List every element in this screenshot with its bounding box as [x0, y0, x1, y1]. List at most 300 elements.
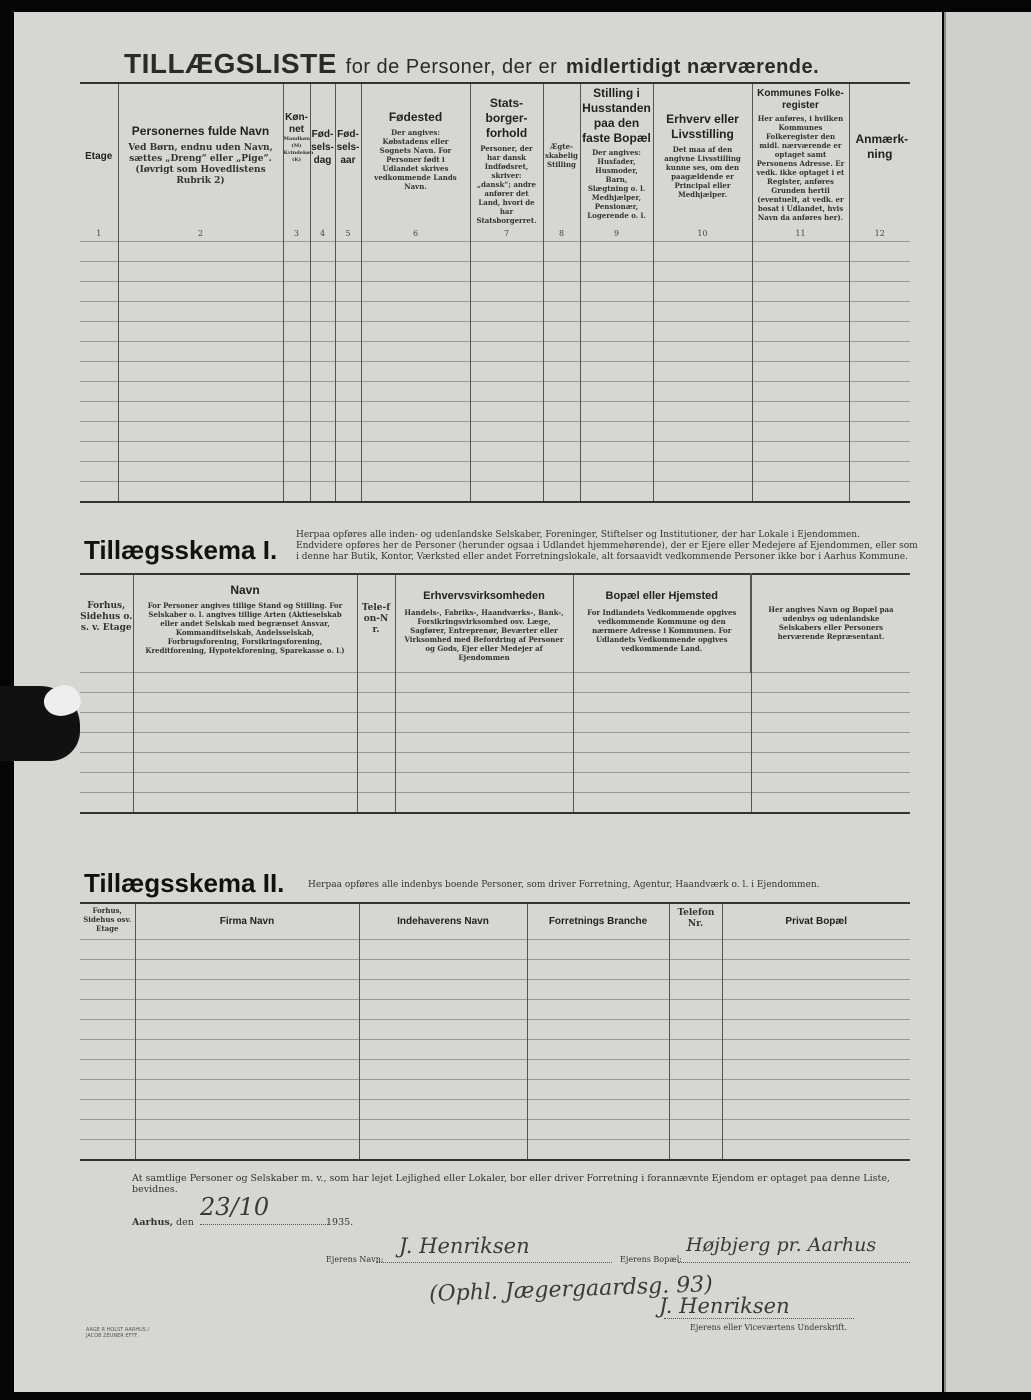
num-10: 10: [653, 229, 752, 241]
table-row: [80, 792, 910, 813]
table-cell: [135, 939, 359, 959]
table-cell: [543, 421, 580, 441]
col-stilling: Stilling i Husstanden paa den faste Bopæl: [582, 86, 651, 145]
table-cell: [118, 301, 283, 321]
table-cell: [133, 672, 357, 692]
col-stilling-sub: Der angives: Husfader, Husmoder, Barn, Slægtning o. l. Medhjælper, Pensionær, Logerende o. l.: [587, 148, 646, 220]
table-cell: [80, 241, 118, 261]
table-cell: [751, 692, 910, 712]
table-cell: [361, 461, 470, 481]
table-cell: [80, 999, 135, 1019]
table-cell: [135, 1079, 359, 1099]
table-cell: [653, 361, 752, 381]
table-cell: [470, 321, 543, 341]
table-cell: [359, 1059, 527, 1079]
table-cell: [80, 939, 135, 959]
form-page: [14, 12, 942, 1392]
table-cell: [580, 261, 653, 281]
table-cell: [357, 732, 395, 752]
table-cell: [283, 461, 310, 481]
table-cell: [470, 301, 543, 321]
table-cell: [580, 301, 653, 321]
table-cell: [573, 712, 751, 732]
skema1-intro-3: i denne har Butik, Kontor, Værksted eller andet Forretningslokale, alt forsaavidt vedkommende Personer ikke bor i Aarhus Kommune.: [296, 552, 908, 562]
table-cell: [653, 381, 752, 401]
next-page-edge: [944, 12, 1031, 1392]
table-cell: [653, 481, 752, 502]
table-cell: [118, 261, 283, 281]
table-cell: [849, 321, 910, 341]
note-hand: (Ophl. Jægergaardsg. 93): [428, 1272, 714, 1307]
table-cell: [470, 341, 543, 361]
skema1-table: [80, 573, 910, 814]
table-cell: [653, 421, 752, 441]
table-cell: [722, 979, 910, 999]
table-cell: [543, 281, 580, 301]
table-row: [80, 1039, 910, 1059]
table-cell: [669, 1059, 722, 1079]
table-cell: [335, 241, 361, 261]
table-cell: [470, 281, 543, 301]
table-cell: [722, 939, 910, 959]
table-cell: [135, 1059, 359, 1079]
table-cell: [335, 301, 361, 321]
table-cell: [527, 959, 669, 979]
s2-col-bopael: Privat Bopæl: [785, 916, 848, 927]
table-cell: [849, 361, 910, 381]
table-cell: [310, 461, 335, 481]
s1-col-telefon: Tele-fon-Nr.: [361, 603, 391, 635]
table-row: [80, 692, 910, 712]
table-cell: [310, 421, 335, 441]
table-cell: [80, 792, 133, 813]
table-cell: [80, 1079, 135, 1099]
table-cell: [580, 381, 653, 401]
s1-col-erhverv: Erhvervsvirksomheden: [423, 590, 545, 602]
table-cell: [133, 752, 357, 772]
table-cell: [653, 401, 752, 421]
table-cell: [752, 381, 849, 401]
table-cell: [310, 361, 335, 381]
table-row: [80, 281, 910, 301]
table-cell: [653, 301, 752, 321]
table-cell: [669, 959, 722, 979]
year: 1935.: [326, 1217, 354, 1228]
table-cell: [283, 361, 310, 381]
table-cell: [361, 421, 470, 441]
table-cell: [653, 261, 752, 281]
table-row: [80, 361, 910, 381]
num-9: 9: [580, 229, 653, 241]
table-cell: [543, 241, 580, 261]
table-cell: [80, 1099, 135, 1119]
date-hand: 23/10: [200, 1193, 270, 1221]
table-cell: [849, 381, 910, 401]
owner-addr-hand: Højbjerg pr. Aarhus: [686, 1234, 877, 1256]
table-cell: [527, 999, 669, 1019]
table-cell: [283, 441, 310, 461]
table-cell: [80, 321, 118, 341]
table-cell: [527, 1019, 669, 1039]
table-cell: [669, 1079, 722, 1099]
table-row: [80, 939, 910, 959]
s1-col-repraesentant: Her angives Navn og Bopæl paa udenbys og udenlandske Selskabers eller Personers herværende Repræsentant.: [768, 605, 894, 641]
table-cell: [722, 1019, 910, 1039]
s2-col-etage: Forhus, Sidehus osv. Etage: [83, 906, 132, 933]
declaration-text: At samtlige Personer og Selskaber m. v., som har lejet Lejlighed eller Lokaler, bor eller driver Forretning i forannævnte Ejendom er optaget paa denne Liste, bevidnes.: [132, 1173, 890, 1195]
table-cell: [80, 672, 133, 692]
owner-addr-label: Ejerens Bopæl:: [620, 1255, 683, 1264]
table-cell: [573, 772, 751, 792]
table-cell: [395, 712, 573, 732]
table-cell: [527, 939, 669, 959]
num-1: 1: [96, 229, 102, 238]
skema1-intro-1: Herpaa opføres alle inden- og udenlandske Selskaber, Foreninger, Stiftelser og Institutioner, der har Lokale i Ejendommen.: [296, 530, 860, 540]
table-cell: [118, 281, 283, 301]
table-cell: [80, 1139, 135, 1160]
s1-col-bopael: Bopæl eller Hjemsted: [605, 590, 718, 602]
table-cell: [543, 481, 580, 502]
table-cell: [80, 692, 133, 712]
table-cell: [751, 672, 910, 692]
date-line: [200, 1224, 330, 1225]
table-cell: [751, 772, 910, 792]
table-cell: [653, 341, 752, 361]
table-cell: [283, 241, 310, 261]
table-cell: [849, 461, 910, 481]
table-cell: [359, 1119, 527, 1139]
table-cell: [335, 461, 361, 481]
table-cell: [361, 241, 470, 261]
table-cell: [580, 441, 653, 461]
table-cell: [669, 1119, 722, 1139]
table-cell: [335, 381, 361, 401]
table-row: [80, 381, 910, 401]
table-cell: [80, 301, 118, 321]
table-cell: [118, 361, 283, 381]
table-row: [80, 1139, 910, 1160]
liste-table: [80, 82, 910, 503]
table-cell: [470, 381, 543, 401]
table-row: [80, 732, 910, 752]
num-2: 2: [118, 229, 283, 241]
col-foedested-sub: Der angives: Købstadens eller Sognets Navn. For Personer født i Udlandet skrives vedkommende Lands Navn.: [374, 128, 457, 191]
table-cell: [752, 461, 849, 481]
table-cell: [722, 999, 910, 1019]
table-cell: [283, 381, 310, 401]
table-cell: [283, 301, 310, 321]
table-cell: [722, 1079, 910, 1099]
table-row: [80, 772, 910, 792]
table-cell: [310, 281, 335, 301]
table-cell: [752, 361, 849, 381]
table-cell: [80, 461, 118, 481]
col-anmaerkning: Anmærk-ning: [855, 132, 909, 161]
table-cell: [573, 672, 751, 692]
table-cell: [361, 361, 470, 381]
table-cell: [849, 401, 910, 421]
table-row: [80, 959, 910, 979]
table-cell: [849, 481, 910, 502]
col-navn: Personernes fulde Navn: [131, 124, 270, 138]
table-cell: [133, 772, 357, 792]
num-5: 5: [335, 229, 361, 241]
table-row: [80, 672, 910, 692]
col-foedselsaar: Fød-sels-aar: [336, 129, 360, 166]
table-cell: [361, 381, 470, 401]
table-cell: [470, 461, 543, 481]
table-cell: [80, 381, 118, 401]
table-cell: [310, 321, 335, 341]
skema2-title: Tillægsskema II.: [84, 868, 285, 898]
owner-name-line: [376, 1262, 612, 1263]
table-cell: [669, 979, 722, 999]
table-cell: [543, 261, 580, 281]
table-cell: [527, 1099, 669, 1119]
table-cell: [573, 752, 751, 772]
table-cell: [335, 281, 361, 301]
table-cell: [580, 401, 653, 421]
num-6: 6: [361, 229, 470, 241]
table-cell: [80, 1039, 135, 1059]
s2-col-telefon: Telefon Nr.: [677, 908, 715, 929]
table-cell: [283, 401, 310, 421]
num-12: 12: [849, 229, 910, 241]
table-cell: [527, 1039, 669, 1059]
owner-name-label: Ejerens Navn:: [326, 1255, 384, 1264]
skema1-intro: [296, 530, 926, 563]
table-cell: [580, 481, 653, 502]
s1-col-navn: Navn: [230, 583, 260, 597]
table-cell: [543, 361, 580, 381]
table-cell: [135, 999, 359, 1019]
table-cell: [361, 261, 470, 281]
table-cell: [335, 361, 361, 381]
table-cell: [283, 281, 310, 301]
table-row: [80, 1059, 910, 1079]
table-cell: [751, 792, 910, 813]
table-cell: [543, 441, 580, 461]
table-cell: [118, 341, 283, 361]
table-cell: [527, 1079, 669, 1099]
table-cell: [118, 481, 283, 502]
table-cell: [543, 301, 580, 321]
table-cell: [133, 712, 357, 732]
table-cell: [395, 792, 573, 813]
city: Aarhus,: [132, 1217, 174, 1228]
table-cell: [751, 752, 910, 772]
table-cell: [527, 979, 669, 999]
table-cell: [80, 959, 135, 979]
table-cell: [310, 341, 335, 361]
table-cell: [669, 1099, 722, 1119]
table-cell: [849, 421, 910, 441]
table-cell: [310, 241, 335, 261]
table-cell: [359, 1079, 527, 1099]
table-cell: [722, 1059, 910, 1079]
table-cell: [135, 1139, 359, 1160]
table-cell: [133, 732, 357, 752]
table-cell: [135, 959, 359, 979]
table-cell: [580, 241, 653, 261]
table-cell: [359, 1139, 527, 1160]
table-cell: [357, 692, 395, 712]
table-cell: [359, 1039, 527, 1059]
table-cell: [335, 261, 361, 281]
table-row: [80, 341, 910, 361]
table-row: [80, 1099, 910, 1119]
num-8: 8: [543, 229, 580, 241]
table-cell: [669, 939, 722, 959]
table-cell: [310, 401, 335, 421]
table-cell: [361, 321, 470, 341]
table-row: [80, 421, 910, 441]
table-cell: [359, 1019, 527, 1039]
table-row: [80, 461, 910, 481]
table-cell: [359, 959, 527, 979]
table-cell: [310, 301, 335, 321]
table-cell: [543, 321, 580, 341]
table-row: [80, 999, 910, 1019]
table-cell: [135, 979, 359, 999]
table-cell: [335, 321, 361, 341]
table-cell: [722, 1139, 910, 1160]
liste-title: TILLÆGSLISTE for de Personer, der er midlertidigt nærværende.: [124, 48, 820, 79]
den: den: [176, 1217, 194, 1228]
table-cell: [80, 1019, 135, 1039]
col-erhverv: Erhverv eller Livsstilling: [666, 112, 739, 141]
table-cell: [543, 341, 580, 361]
table-row: [80, 752, 910, 772]
table-row: [80, 1119, 910, 1139]
table-cell: [335, 441, 361, 461]
num-4: 4: [310, 229, 335, 241]
table-cell: [752, 261, 849, 281]
table-cell: [361, 401, 470, 421]
table-cell: [118, 441, 283, 461]
owner-addr-line: [678, 1262, 910, 1263]
liste-body: [80, 241, 910, 502]
table-row: [80, 1019, 910, 1039]
skema2-body: [80, 939, 910, 1160]
table-cell: [653, 461, 752, 481]
s1-col-navn-sub: For Personer angives tillige Stand og Stilling. For Selskaber o. l. angives tillige Arten (Aktieselskab eller andet Selskab med begrænset Ansvar, Kommanditselskab, Andelsselskab, Forbrugsforening, Forsikringsforening, Kreditforening, Hypotekforening, Sparekasse o. l.): [145, 601, 345, 655]
table-cell: [752, 421, 849, 441]
table-cell: [849, 301, 910, 321]
table-cell: [310, 381, 335, 401]
table-cell: [470, 421, 543, 441]
table-cell: [118, 401, 283, 421]
table-cell: [283, 321, 310, 341]
table-cell: [361, 301, 470, 321]
table-cell: [80, 401, 118, 421]
table-cell: [849, 441, 910, 461]
table-cell: [335, 341, 361, 361]
skema1-intro-2: Endvidere opføres her de Personer (herunder ogsaa i Udlandet hjemmehørende), der er Ejere eller Medejere af Ejendommen, eller som: [296, 541, 918, 551]
table-cell: [722, 1099, 910, 1119]
table-cell: [118, 381, 283, 401]
table-cell: [80, 281, 118, 301]
table-cell: [335, 481, 361, 502]
col-etage: Etage: [85, 151, 113, 162]
city-label: [132, 1217, 194, 1228]
table-cell: [133, 692, 357, 712]
table-cell: [80, 481, 118, 502]
col-folkeregister-sub: Her anføres, i hvilken Kommunes Folkeregister den midl. nærværende er optaget samt Personens Adresse. Er vedk. ikke optaget i et Register, anføres Grunden hertil (eventuelt, at vedk. er bosat i Udlandet, hvis Navn da anføres her).: [756, 114, 845, 222]
skema2-table: [80, 902, 910, 1161]
table-cell: [80, 732, 133, 752]
printer-mark: AAGE R HOLST AARHUS / JACOB ZEUNER EFTF.: [86, 1327, 150, 1339]
owner-name-hand: J. Henriksen: [399, 1234, 530, 1258]
s2-col-firma: Firma Navn: [219, 916, 275, 927]
s2-col-indehaver: Indehaverens Navn: [397, 916, 489, 927]
table-cell: [310, 261, 335, 281]
table-cell: [361, 341, 470, 361]
table-cell: [357, 672, 395, 692]
table-cell: [849, 261, 910, 281]
s2-col-branche: Forretnings Branche: [548, 916, 648, 927]
table-cell: [135, 1039, 359, 1059]
table-cell: [80, 772, 133, 792]
num-3: 3: [283, 229, 310, 241]
table-cell: [527, 1119, 669, 1139]
table-row: [80, 261, 910, 281]
table-cell: [118, 421, 283, 441]
table-cell: [470, 481, 543, 502]
table-cell: [357, 792, 395, 813]
table-cell: [669, 1139, 722, 1160]
table-cell: [359, 1099, 527, 1119]
sign-hand: J. Henriksen: [659, 1294, 790, 1318]
col-foedselsdag: Fød-sels-dag: [311, 129, 334, 166]
col-navn-sub: Ved Børn, endnu uden Navn, sættes „Dreng“ eller „Pige“. (Iøvrigt som Hovedlistens Rubrik 2): [128, 143, 273, 186]
table-cell: [80, 979, 135, 999]
table-cell: [335, 401, 361, 421]
sign-label: Ejerens eller Viceværtens Underskrift.: [690, 1323, 848, 1332]
skema1-title: Tillægsskema I.: [84, 535, 278, 565]
table-row: [80, 1079, 910, 1099]
table-cell: [359, 939, 527, 959]
table-cell: [135, 1119, 359, 1139]
table-cell: [580, 281, 653, 301]
table-row: [80, 441, 910, 461]
table-cell: [357, 712, 395, 732]
table-cell: [527, 1059, 669, 1079]
table-cell: [751, 712, 910, 732]
table-cell: [573, 692, 751, 712]
s1-col-etage: Forhus, Sidehus o. s. v. Etage: [80, 601, 133, 633]
table-cell: [361, 441, 470, 461]
table-cell: [580, 321, 653, 341]
table-cell: [283, 481, 310, 502]
table-cell: [80, 752, 133, 772]
table-row: [80, 712, 910, 732]
liste-header-row: [80, 83, 910, 229]
table-cell: [470, 401, 543, 421]
table-cell: [357, 772, 395, 792]
col-aegteskab: Ægte-skabelig Stilling: [545, 142, 578, 169]
table-cell: [357, 752, 395, 772]
table-cell: [395, 772, 573, 792]
table-cell: [752, 441, 849, 461]
table-cell: [527, 1139, 669, 1160]
skema1-body: [80, 672, 910, 813]
table-cell: [359, 979, 527, 999]
table-cell: [283, 261, 310, 281]
table-cell: [80, 712, 133, 732]
table-cell: [395, 732, 573, 752]
table-row: [80, 401, 910, 421]
